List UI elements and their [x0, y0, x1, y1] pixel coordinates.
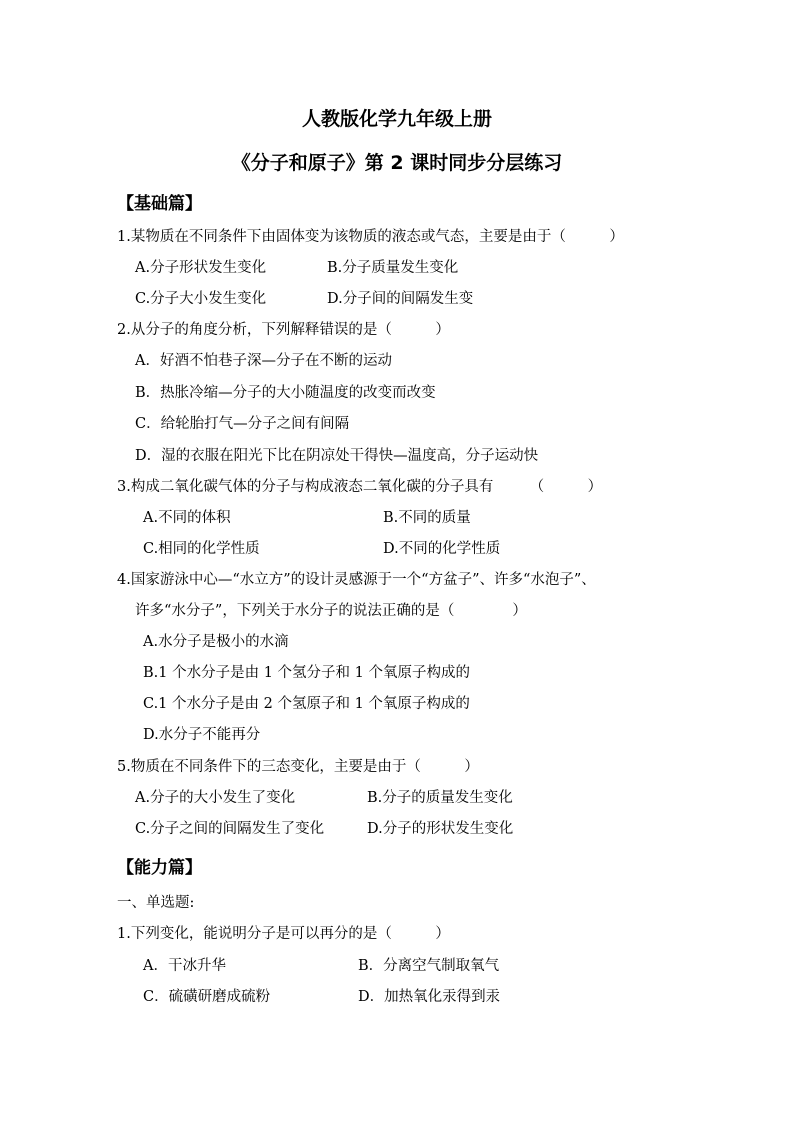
ability-question-1-option-d: D．加热氧化汞得到汞 — [358, 989, 501, 1005]
page-subtitle: 《分子和原子》第 2 课时同步分层练习 — [231, 152, 563, 174]
question-2-option-b: B．热胀冷缩—分子的大小随温度的改变而改变 — [135, 385, 436, 401]
question-4-stem: 4.国家游泳中心—“水立方”的设计灵感源于一个“方盆子”、许多“水泡子”、 — [117, 572, 596, 588]
question-1-option-d: D.分子间的间隔发生变 — [327, 291, 474, 307]
ability-question-1-option-b: B．分离空气制取氧气 — [358, 958, 500, 974]
ability-subheading: 一、单选题: — [117, 895, 195, 911]
question-2-stem: 2.从分子的角度分析，下列解释错误的是（ ） — [117, 322, 450, 338]
question-3-option-b: B.不同的质量 — [383, 510, 471, 526]
section-basic-heading: 【基础篇】 — [117, 194, 202, 214]
question-4-stem-continued: 许多“水分子”，下列关于水分子的说法正确的是（ ） — [135, 603, 527, 619]
question-4-option-d: D.水分子不能再分 — [143, 727, 261, 743]
question-3-stem: 3.构成二氧化碳气体的分子与构成液态二氧化碳的分子具有 （ ） — [117, 479, 603, 495]
page-title: 人教版化学九年级上册 — [301, 108, 492, 130]
question-1-option-a: A.分子形状发生变化 — [135, 260, 267, 276]
question-4-option-b: B.1 个水分子是由 1 个氢分子和 1 个氧原子构成的 — [143, 665, 470, 681]
question-2-option-d: D．湿的衣服在阳光下比在阴凉处干得快—温度高，分子运动快 — [135, 448, 539, 464]
question-2-option-a: A．好酒不怕巷子深—分子在不断的运动 — [135, 353, 392, 369]
question-5-stem: 5.物质在不同条件下的三态变化，主要是由于（ ） — [117, 759, 479, 775]
question-5-option-a: A.分子的大小发生了变化 — [135, 790, 296, 806]
question-1-option-b: B.分子质量发生变化 — [327, 260, 459, 276]
ability-question-1-option-a: A．干冰升华 — [143, 958, 226, 974]
question-5-option-b: B.分子的质量发生变化 — [367, 790, 513, 806]
question-4-option-a: A.水分子是极小的水滴 — [143, 634, 289, 650]
ability-question-1-stem: 1.下列变化，能说明分子是可以再分的是（ ） — [117, 926, 450, 942]
question-5-option-c: C.分子之间的间隔发生了变化 — [135, 821, 325, 837]
question-1-stem: 1.某物质在不同条件下由固体变为该物质的液态或气态，主要是由于（ ） — [117, 229, 624, 245]
question-1-option-c: C.分子大小发生变化 — [135, 291, 267, 307]
question-3-option-a: A.不同的体积 — [143, 510, 231, 526]
question-2-option-c: C．给轮胎打气—分子之间有间隔 — [135, 416, 350, 432]
question-4-option-c: C.1 个水分子是由 2 个氢原子和 1 个氧原子构成的 — [143, 696, 470, 712]
question-5-option-d: D.分子的形状发生变化 — [367, 821, 514, 837]
question-3-option-c: C.相同的化学性质 — [143, 541, 260, 557]
ability-question-1-option-c: C．硫磺研磨成硫粉 — [143, 989, 271, 1005]
question-3-option-d: D.不同的化学性质 — [383, 541, 501, 557]
section-ability-heading: 【能力篇】 — [117, 858, 202, 878]
